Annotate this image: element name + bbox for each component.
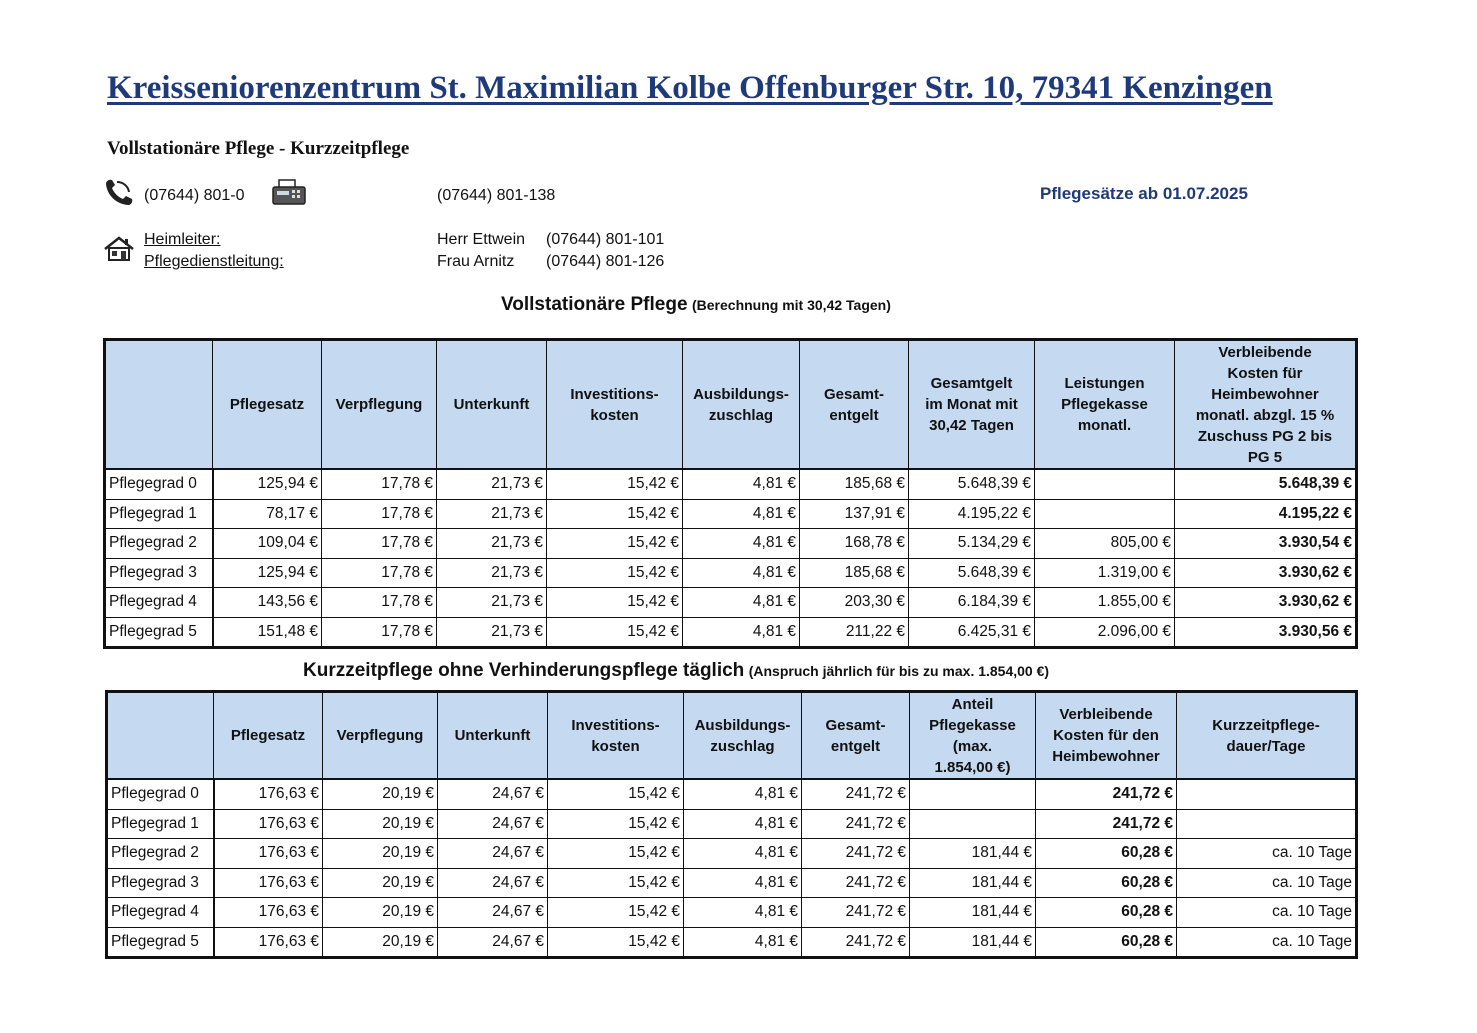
table-cell: 4,81 € <box>684 868 802 898</box>
telephone-icon <box>103 178 137 211</box>
care-level-label: Pflegegrad 1 <box>105 499 213 529</box>
table-row <box>105 617 1357 648</box>
table-row <box>107 809 1357 839</box>
table-cell: 4,81 € <box>683 588 800 618</box>
table-cell: 4.195,22 € <box>1175 499 1357 529</box>
pflegedienstleitung-label: Pflegedienstleitung: <box>144 253 284 270</box>
fax-machine-icon <box>271 178 307 211</box>
care-level-label: Pflegegrad 4 <box>105 588 213 618</box>
column-header: Verbleibende Kosten für Heimbewohner monatl. abzgl. 15 % Zuschuss PG 2 bis PG 5 <box>1175 340 1357 470</box>
table-cell: 21,73 € <box>437 529 547 559</box>
table-cell: 176,63 € <box>214 779 323 809</box>
column-header: Verpflegung <box>322 340 437 470</box>
table-cell: 15,42 € <box>548 898 684 928</box>
table-cell: 805,00 € <box>1035 529 1175 559</box>
pflegedienstleitung-name: Frau Arnitz <box>437 253 515 270</box>
kurzzeit-heading-title: Kurzzeitpflege ohne Verhinderungspflege täglich <box>303 660 745 681</box>
table-row <box>107 868 1357 898</box>
table-cell <box>910 809 1036 839</box>
table-cell: ca. 10 Tage <box>1177 839 1357 869</box>
table-cell: 3.930,62 € <box>1175 558 1357 588</box>
table-cell: 5.648,39 € <box>909 558 1035 588</box>
table-row <box>107 839 1357 869</box>
table-cell: 125,94 € <box>213 469 322 499</box>
table-cell: 4,81 € <box>684 927 802 958</box>
table-cell: 181,44 € <box>910 927 1036 958</box>
column-header: Investitions- kosten <box>548 692 684 780</box>
table-cell: 125,94 € <box>213 558 322 588</box>
table-cell: 4,81 € <box>684 779 802 809</box>
table-cell: 176,63 € <box>214 809 323 839</box>
table-cell: 15,42 € <box>548 839 684 869</box>
heimleiter-label: Heimleiter: <box>144 231 221 248</box>
document-title: Kreisseniorenzentrum St. Maximilian Kolbe Offenburger Str. 10, 79341 Kenzingen <box>107 70 1273 106</box>
column-header: Gesamt- entgelt <box>802 692 910 780</box>
table-header-row <box>105 340 1357 470</box>
heimleiter-phone: (07644) 801-101 <box>546 231 665 248</box>
table-cell: 4,81 € <box>683 529 800 559</box>
column-header: Verbleibende Kosten für den Heimbewohner <box>1036 692 1177 780</box>
table-cell: 137,91 € <box>800 499 909 529</box>
table-cell: 17,78 € <box>322 529 437 559</box>
table-cell: 60,28 € <box>1036 927 1177 958</box>
table-cell: 17,78 € <box>322 558 437 588</box>
table-cell: 4,81 € <box>683 558 800 588</box>
heimleiter-name: Herr Ettwein <box>437 231 526 248</box>
table-cell: 20,19 € <box>323 927 438 958</box>
table-cell: 78,17 € <box>213 499 322 529</box>
table-cell: 168,78 € <box>800 529 909 559</box>
table-cell: 241,72 € <box>802 898 910 928</box>
table-cell: 2.096,00 € <box>1035 617 1175 648</box>
table-cell: 5.648,39 € <box>1175 469 1357 499</box>
table-cell: 24,67 € <box>438 809 548 839</box>
column-header: Ausbildungs- zuschlag <box>683 340 800 470</box>
table-cell: 20,19 € <box>323 809 438 839</box>
table-cell: 3.930,62 € <box>1175 588 1357 618</box>
table-cell: 185,68 € <box>800 469 909 499</box>
table-cell: 17,78 € <box>322 617 437 648</box>
table-cell: 176,63 € <box>214 927 323 958</box>
table-cell: 6.184,39 € <box>909 588 1035 618</box>
vollstationaer-heading-note: (Berechnung mit 30,42 Tagen) <box>691 297 891 313</box>
table-cell <box>1035 499 1175 529</box>
pflegedienstleitung-phone: (07644) 801-126 <box>546 253 665 270</box>
table-cell: 241,72 € <box>802 809 910 839</box>
table-cell: 21,73 € <box>437 558 547 588</box>
table-cell: 60,28 € <box>1036 868 1177 898</box>
table-cell: 4,81 € <box>683 469 800 499</box>
table-cell: 24,67 € <box>438 898 548 928</box>
rates-valid-date: Pflegesätze ab 01.07.2025 <box>1040 184 1248 203</box>
column-header: Ausbildungs- zuschlag <box>684 692 802 780</box>
table-cell: 15,42 € <box>547 499 683 529</box>
table-cell: 1.855,00 € <box>1035 588 1175 618</box>
table-row <box>105 469 1357 499</box>
table-cell: 185,68 € <box>800 558 909 588</box>
table-cell: 15,42 € <box>547 469 683 499</box>
table-header-row <box>107 692 1357 780</box>
table-cell: 1.319,00 € <box>1035 558 1175 588</box>
table-cell: 4,81 € <box>684 898 802 928</box>
table-cell: 17,78 € <box>322 499 437 529</box>
table-cell: 6.425,31 € <box>909 617 1035 648</box>
table-cell: 24,67 € <box>438 868 548 898</box>
table-cell: 15,42 € <box>548 927 684 958</box>
table-cell: ca. 10 Tage <box>1177 868 1357 898</box>
column-header: Unterkunft <box>438 692 548 780</box>
table-row <box>107 898 1357 928</box>
table-cell <box>1177 779 1357 809</box>
care-level-label: Pflegegrad 0 <box>107 779 214 809</box>
table-cell: 241,72 € <box>802 839 910 869</box>
table-row <box>105 529 1357 559</box>
table-cell: 4,81 € <box>684 839 802 869</box>
column-header <box>107 692 214 780</box>
care-level-label: Pflegegrad 1 <box>107 809 214 839</box>
care-level-label: Pflegegrad 5 <box>107 927 214 958</box>
table-cell: 21,73 € <box>437 617 547 648</box>
table-cell: 24,67 € <box>438 779 548 809</box>
vollstationaer-rates-table <box>103 338 1358 649</box>
care-level-label: Pflegegrad 5 <box>105 617 213 648</box>
table-cell: 15,42 € <box>547 558 683 588</box>
table-cell: 20,19 € <box>323 839 438 869</box>
table-cell: 15,42 € <box>547 529 683 559</box>
column-header: Gesamt- entgelt <box>800 340 909 470</box>
kurzzeit-rates-table <box>105 690 1358 959</box>
table-cell <box>910 779 1036 809</box>
document-subtitle: Vollstationäre Pflege - Kurzzeitpflege <box>107 138 410 159</box>
table-row <box>105 499 1357 529</box>
table-cell: 3.930,54 € <box>1175 529 1357 559</box>
table-cell: 4,81 € <box>683 499 800 529</box>
table-cell: 20,19 € <box>323 898 438 928</box>
table-cell: 241,72 € <box>1036 809 1177 839</box>
table-cell: 20,19 € <box>323 779 438 809</box>
table-cell: 176,63 € <box>214 868 323 898</box>
table-cell: 24,67 € <box>438 927 548 958</box>
table-row <box>107 779 1357 809</box>
table-cell: 15,42 € <box>547 588 683 618</box>
table-cell: 4,81 € <box>684 809 802 839</box>
vollstationaer-heading-title: Vollstationäre Pflege <box>501 294 688 315</box>
column-header: Leistungen Pflegekasse monatl. <box>1035 340 1175 470</box>
table-cell: 181,44 € <box>910 898 1036 928</box>
table-cell <box>1177 809 1357 839</box>
table-cell: 181,44 € <box>910 839 1036 869</box>
care-level-label: Pflegegrad 0 <box>105 469 213 499</box>
table-cell: 60,28 € <box>1036 898 1177 928</box>
table-row <box>105 588 1357 618</box>
column-header: Anteil Pflegekasse (max. 1.854,00 €) <box>910 692 1036 780</box>
house-icon <box>103 236 135 267</box>
column-header: Unterkunft <box>437 340 547 470</box>
table-cell: 241,72 € <box>802 868 910 898</box>
table-cell: 21,73 € <box>437 499 547 529</box>
table-cell: 5.648,39 € <box>909 469 1035 499</box>
table-cell: 181,44 € <box>910 868 1036 898</box>
table-cell <box>1035 469 1175 499</box>
table-cell: ca. 10 Tage <box>1177 898 1357 928</box>
table-cell: 3.930,56 € <box>1175 617 1357 648</box>
phone-number: (07644) 801-0 <box>144 187 245 204</box>
table-cell: 211,22 € <box>800 617 909 648</box>
kurzzeit-heading-note: (Anspruch jährlich für bis zu max. 1.854,00 €) <box>748 663 1050 679</box>
table-cell: 4,81 € <box>683 617 800 648</box>
table-cell: 17,78 € <box>322 588 437 618</box>
table-cell: 176,63 € <box>214 839 323 869</box>
table-cell: 109,04 € <box>213 529 322 559</box>
table-cell: 21,73 € <box>437 469 547 499</box>
care-level-label: Pflegegrad 4 <box>107 898 214 928</box>
table-cell: 21,73 € <box>437 588 547 618</box>
table-cell: ca. 10 Tage <box>1177 927 1357 958</box>
table-cell: 24,67 € <box>438 839 548 869</box>
fax-number: (07644) 801-138 <box>437 187 556 204</box>
care-level-label: Pflegegrad 2 <box>105 529 213 559</box>
table-cell: 143,56 € <box>213 588 322 618</box>
table-cell: 176,63 € <box>214 898 323 928</box>
table-cell: 151,48 € <box>213 617 322 648</box>
table-cell: 15,42 € <box>548 809 684 839</box>
column-header: Gesamtgelt im Monat mit 30,42 Tagen <box>909 340 1035 470</box>
column-header: Pflegesatz <box>213 340 322 470</box>
care-level-label: Pflegegrad 3 <box>107 868 214 898</box>
table-cell: 17,78 € <box>322 469 437 499</box>
column-header: Pflegesatz <box>214 692 323 780</box>
column-header: Investitions- kosten <box>547 340 683 470</box>
care-level-label: Pflegegrad 2 <box>107 839 214 869</box>
table-row <box>107 927 1357 958</box>
table-cell: 241,72 € <box>1036 779 1177 809</box>
table-cell: 15,42 € <box>548 868 684 898</box>
table-cell: 4.195,22 € <box>909 499 1035 529</box>
column-header <box>105 340 213 470</box>
care-level-label: Pflegegrad 3 <box>105 558 213 588</box>
table-cell: 15,42 € <box>547 617 683 648</box>
table-cell: 241,72 € <box>802 779 910 809</box>
column-header: Verpflegung <box>323 692 438 780</box>
table-cell: 15,42 € <box>548 779 684 809</box>
column-header: Kurzzeitpflege- dauer/Tage <box>1177 692 1357 780</box>
table-cell: 60,28 € <box>1036 839 1177 869</box>
table-cell: 5.134,29 € <box>909 529 1035 559</box>
table-cell: 20,19 € <box>323 868 438 898</box>
table-cell: 203,30 € <box>800 588 909 618</box>
table-cell: 241,72 € <box>802 927 910 958</box>
table-row <box>105 558 1357 588</box>
